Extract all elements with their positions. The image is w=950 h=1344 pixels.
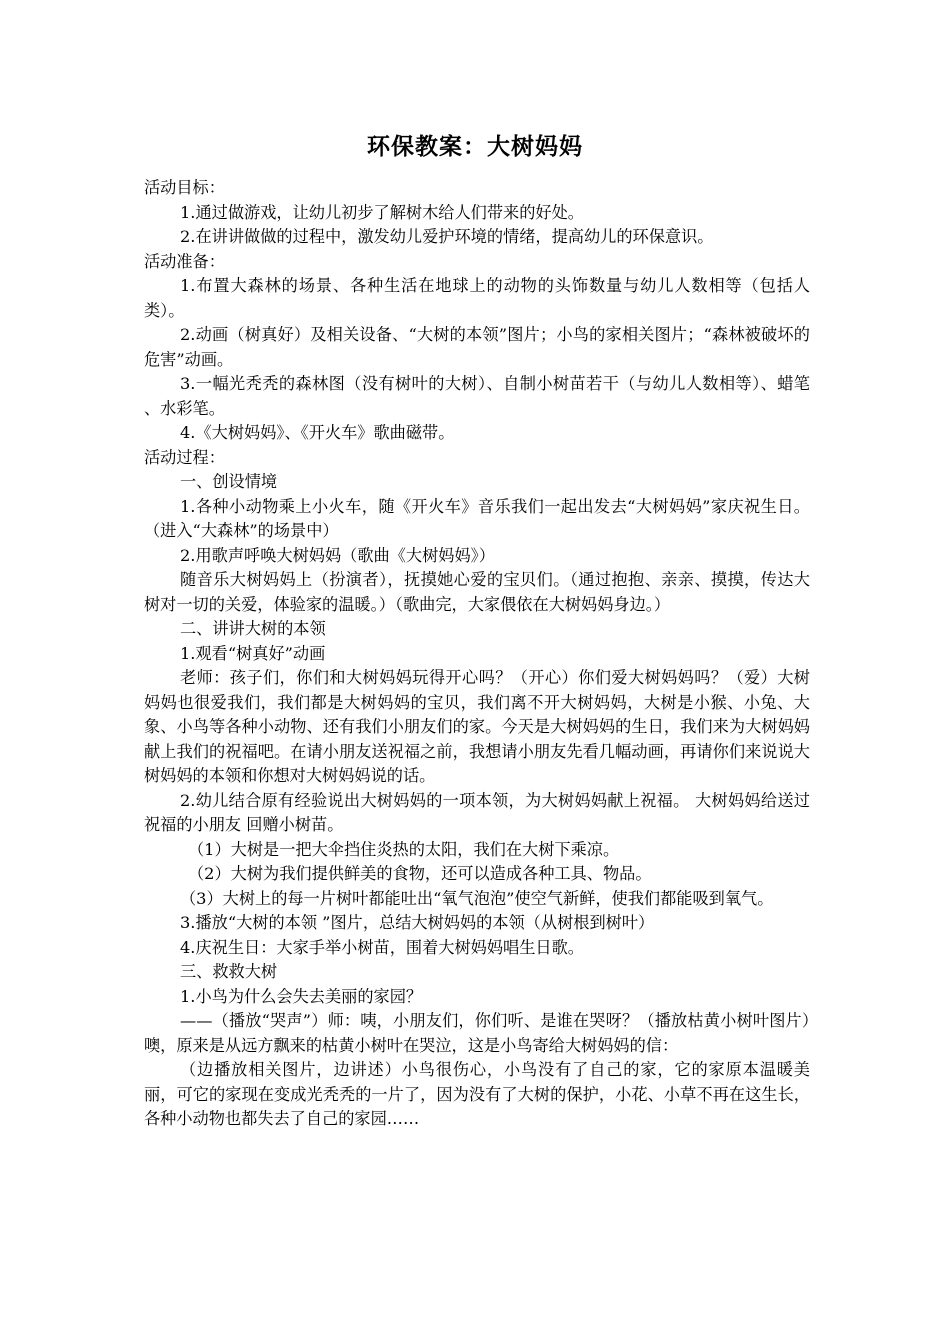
paragraph: 1.布置大森林的场景、各种生活在地球上的动物的头饰数量与幼儿人数相等（包括人类）。	[144, 276, 810, 320]
paragraph: 2.在讲讲做做的过程中，激发幼儿爱护环境的情绪，提高幼儿的环保意识。	[180, 227, 714, 246]
paragraph: （1）大树是一把大伞挡住炎热的太阳，我们在大树下乘凉。	[188, 839, 620, 859]
section-heading: 活动准备：	[144, 251, 225, 271]
paragraph: 3.一幅光秃秃的森林图（没有树叶的大树）、自制小树苗若干（与幼儿人数相等）、蜡笔 、水彩笔。	[144, 374, 810, 418]
paragraph: 4.庆祝生日：大家手举小树苗，围着大树妈妈唱生日歌。	[180, 937, 584, 957]
paragraph: （3）大树上的每一片树叶都能吐出“氧气泡泡”使空气新鲜，使我们都能吸到氧气。	[180, 888, 774, 908]
paragraph: 4.《大树妈妈》、《开火车》歌曲磁带。	[180, 423, 455, 442]
paragraph: （2）大树为我们提供鲜美的食物，还可以造成各种工具、物品。	[188, 864, 652, 883]
paragraph: 2.用歌声呼唤大树妈妈（歌曲《大树妈妈》）	[180, 545, 495, 565]
paragraph: 2.幼儿结合原有经验说出大树妈妈的一项本领，为大树妈妈献上祝福。 大树妈妈给送过祝福的小朋友 回赠小树苗。	[144, 790, 810, 834]
paragraph: 随音乐大树妈妈上（扮演者），抚摸她心爱的宝贝们。（通过抱抱、亲亲、摸摸，传达大树对一切的关爱，体验家的温暖。）（歌曲完，大家偎依在大树妈妈身边。）	[144, 570, 810, 614]
paragraph: 1.观看“树真好”动画	[180, 643, 326, 663]
paragraph: 1.各种小动物乘上小火车，随《开火车》音乐我们一起出发去“大树妈妈”家庆祝生日。（进入“大森林”的场景中）	[144, 496, 810, 540]
paragraph: 老师：孩子们，你们和大树妈妈玩得开心吗？（开心）你们爱大树妈妈吗？（爱）大树妈妈也很爱我们，我们都是大树妈妈的宝贝，我们离不开大树妈妈，大树是小猴、小兔、大象、小鸟等各种小动物、还有我们小朋友们的家。今天是大树妈妈的生日，我们来为大树妈妈献上我们的祝福吧。在请小朋友送祝福之前，我想请小朋友先看几幅动画，再请你们来说说大树妈妈的本领和你想对大树妈妈说的话。	[144, 668, 810, 785]
paragraph: 2.动画（树真好）及相关设备、“大树的本领”图片；小鸟的家相关图片；“森林被破坏的危害”动画。	[144, 325, 810, 369]
document-body	[144, 176, 810, 1132]
paragraph: 1.通过做游戏，让幼儿初步了解树木给人们带来的好处。	[180, 202, 584, 222]
paragraph: 3.播放“大树的本领 ”图片，总结大树妈妈的本领（从树根到树叶）	[180, 913, 655, 932]
paragraph: ——（播放“哭声”）师：咦，小朋友们，你们听、是谁在哭呀？（播放枯黄小树叶图片）噢，原来是从远方飘来的枯黄小树叶在哭泣，这是小鸟寄给大树妈妈的信：	[144, 1011, 810, 1055]
page-title: 环保教案：大树妈妈	[367, 134, 583, 160]
paragraph: 二、讲讲大树的本领	[180, 619, 326, 638]
section-heading: 活动过程：	[144, 447, 225, 467]
paragraph: 一、创设情境	[180, 472, 278, 491]
section-heading: 活动目标：	[144, 178, 225, 197]
paragraph: （边播放相关图片，边讲述）小鸟很伤心，小鸟没有了自己的家，它的家原本温暖美丽，可它的家现在变成光秃秃的一片了，因为没有了大树的保护，小花、小草不再在这生长，各种小动物也都失去了自己的家园……	[144, 1060, 810, 1128]
paragraph: 三、救救大树	[180, 962, 278, 981]
paragraph: 1.小鸟为什么会失去美丽的家园？	[180, 986, 423, 1006]
